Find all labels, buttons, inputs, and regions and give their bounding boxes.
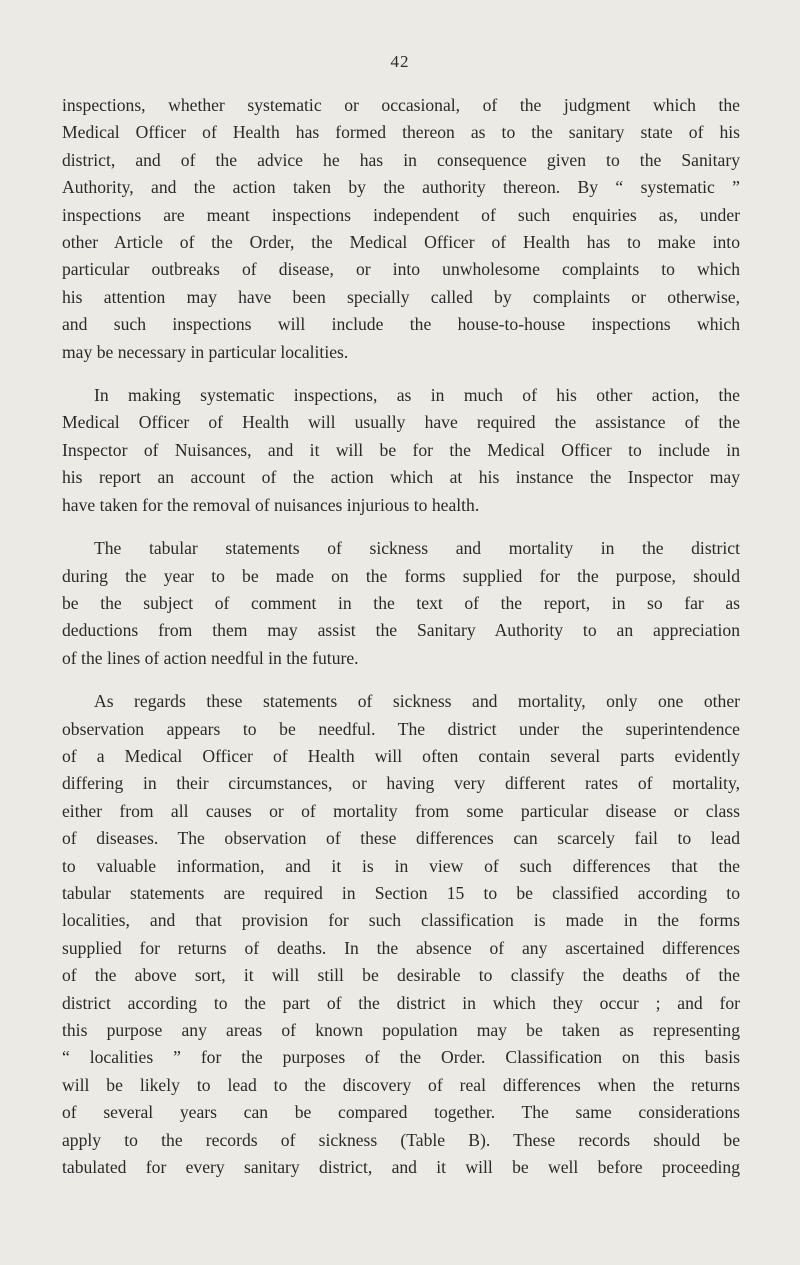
paragraph-2 bbox=[62, 382, 740, 519]
paragraph-4 bbox=[62, 688, 740, 1181]
text-line: have taken for the removal of nuisances injurious to health. bbox=[62, 494, 480, 515]
text-line: Medical Officer of Health will usually have required the assistance of the bbox=[62, 412, 740, 433]
text-line: observation appears to be needful. The district under the superintendence bbox=[62, 718, 740, 739]
text-line: Medical Officer of Health has formed thereon as to the sanitary state of his bbox=[62, 122, 740, 143]
text-line: be the subject of comment in the text of the report, in so far as bbox=[62, 592, 740, 613]
text-line: this purpose any areas of known population may be taken as representing bbox=[62, 1020, 740, 1040]
text-line: and such inspections will include the house-to-house inspections which bbox=[62, 314, 740, 335]
text-line: As regards these statements of sickness and mortality, only one other bbox=[94, 691, 740, 712]
text-line: may be necessary in particular localities. bbox=[62, 341, 349, 362]
text-line: of diseases. The observation of these differences can scarcely fail to lead bbox=[62, 828, 740, 849]
text-line: his attention may have been specially called by complaints or otherwise, bbox=[62, 286, 740, 307]
text-line: Inspector of Nuisances, and it will be for the Medical Officer to include in bbox=[62, 439, 740, 460]
paragraph-3 bbox=[62, 535, 740, 672]
text-line: district according to the part of the district in which they occur ; and for bbox=[62, 992, 740, 1013]
text-line: inspections, whether systematic or occasional, of the judgment which the bbox=[62, 95, 740, 115]
text-line: of several years can be compared together. The same considerations bbox=[62, 1102, 740, 1123]
text-line: inspections are meant inspections independent of such enquiries as, under bbox=[62, 204, 740, 225]
text-line: district, and of the advice he has in consequence given to the Sanitary bbox=[62, 149, 740, 170]
text-line: “ localities ” for the purposes of the Order. Classification on this basis bbox=[62, 1047, 740, 1068]
text-line: supplied for returns of deaths. In the absence of any ascertained differences bbox=[62, 937, 740, 958]
text-line: particular outbreaks of disease, or into unwholesome complaints to which bbox=[62, 259, 740, 280]
text-line: differing in their circumstances, or having very different rates of mortality, bbox=[62, 773, 740, 794]
text-line: of a Medical Officer of Health will often contain several parts evidently bbox=[62, 745, 740, 766]
text-line: localities, and that provision for such classification is made in the forms bbox=[62, 910, 740, 931]
text-line: during the year to be made on the forms supplied for the purpose, should bbox=[62, 565, 740, 586]
text-line: to valuable information, and it is in view of such differences that the bbox=[62, 855, 740, 876]
text-line: will be likely to lead to the discovery of real differences when the returns bbox=[62, 1074, 740, 1095]
text-line: tabular statements are required in Section 15 to be classified according to bbox=[62, 882, 740, 903]
text-line: apply to the records of sickness (Table B). These records should be bbox=[62, 1129, 740, 1150]
text-line: Authority, and the action taken by the authority thereon. By “ systematic ” bbox=[62, 177, 740, 198]
text-line: his report an account of the action which at his instance the Inspector may bbox=[62, 467, 740, 488]
body-text bbox=[62, 92, 740, 1181]
text-line: In making systematic inspections, as in much of his other action, the bbox=[94, 385, 740, 406]
text-line: other Article of the Order, the Medical Officer of Health has to make into bbox=[62, 232, 740, 253]
text-line: deductions from them may assist the Sanitary Authority to an appreciation bbox=[62, 620, 740, 641]
text-line: tabulated for every sanitary district, and it will be well before proceeding bbox=[62, 1157, 740, 1178]
page-number: 42 bbox=[390, 52, 410, 71]
text-line: The tabular statements of sickness and mortality in the district bbox=[94, 538, 740, 559]
text-line: either from all causes or of mortality from some particular disease or class bbox=[62, 800, 740, 821]
paragraph-1 bbox=[62, 92, 740, 366]
text-line: of the lines of action needful in the future. bbox=[62, 647, 359, 668]
text-line: of the above sort, it will still be desirable to classify the deaths of the bbox=[62, 965, 740, 986]
